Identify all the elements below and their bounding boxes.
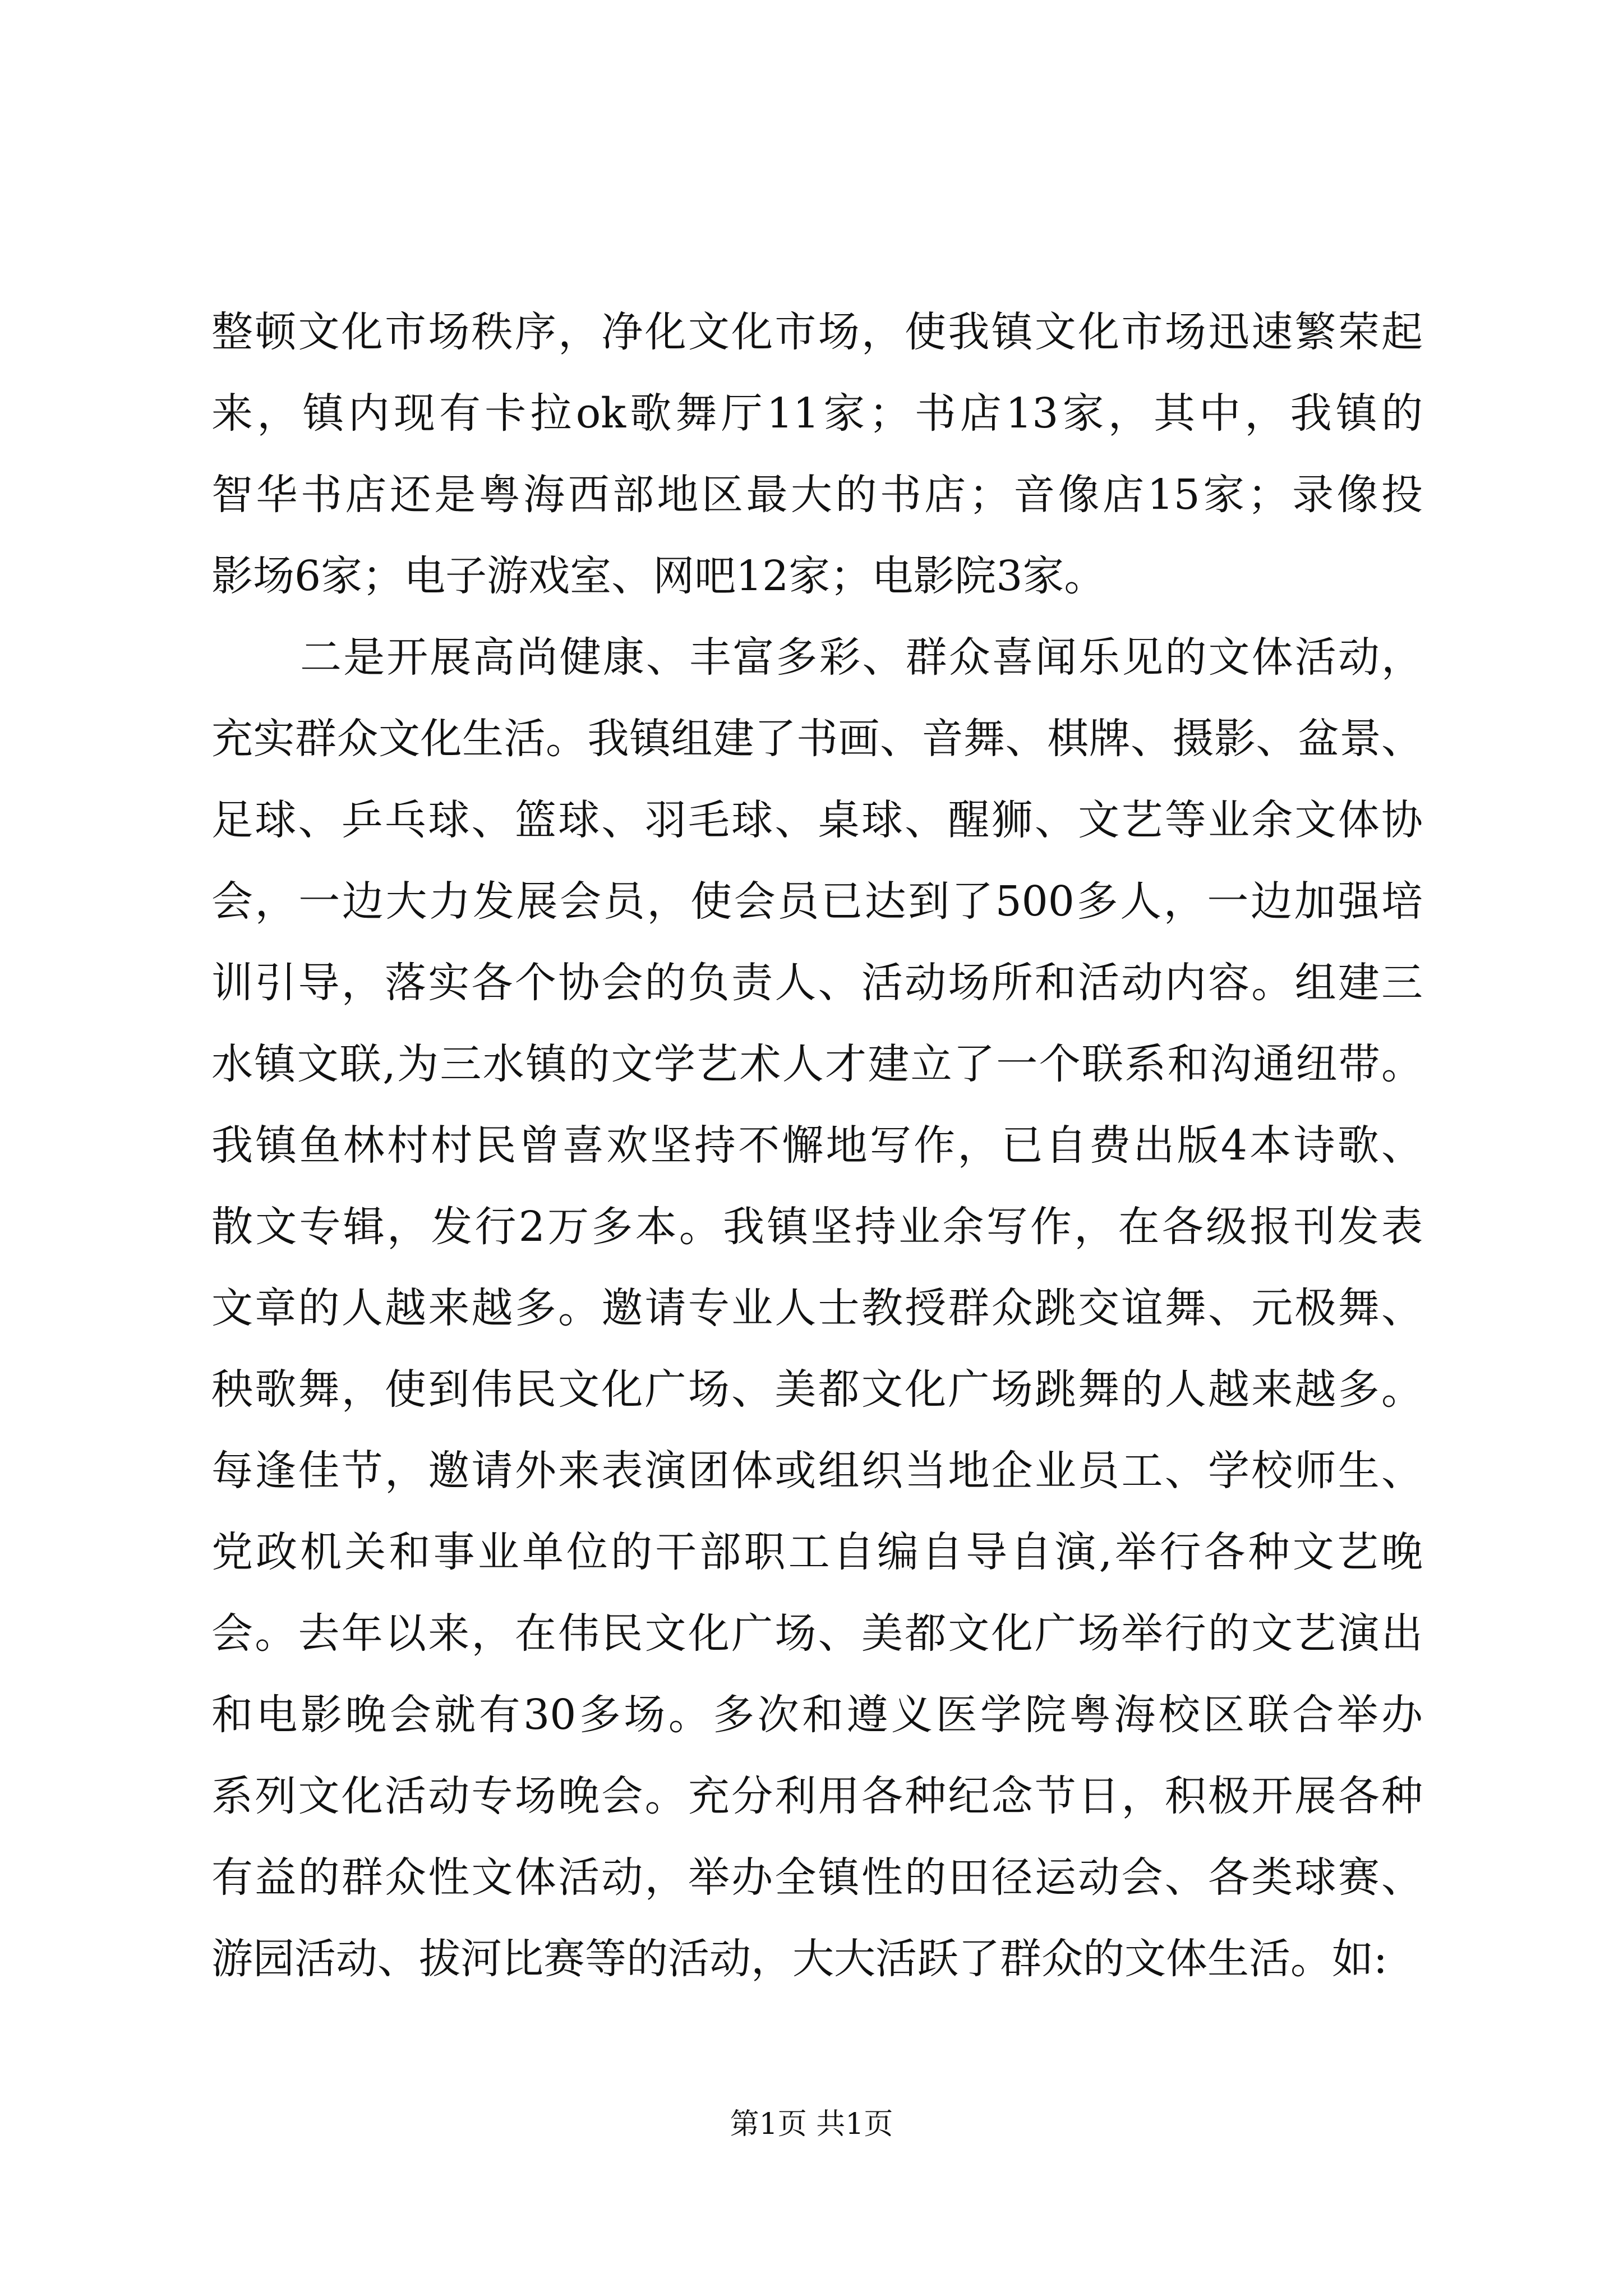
text-line: 每逢佳节，邀请外来表演团体或组织当地企业员工、学校师生、 [211,1447,1423,1495]
text-line: 影场6家；电子游戏室、网吧12家；电影院3家。 [211,552,1106,600]
page-footer [0,2105,1623,2144]
text-line: 会，一边大力发展会员，使会员已达到了500多人，一边加强培 [211,877,1423,926]
text-line: 我镇鱼林村村民曾喜欢坚持不懈地写作，已自费出版4本诗歌、 [211,1121,1423,1170]
text-line: 充实群众文化生活。我镇组建了书画、音舞、棋牌、摄影、盆景、 [211,715,1423,763]
text-line: 党政机关和事业单位的干部职工自编自导自演,举行各种文艺晚 [211,1528,1423,1576]
text-line: 来，镇内现有卡拉ok歌舞厅11家；书店13家，其中，我镇的 [211,389,1423,438]
text-line: 散文专辑，发行2万多本。我镇坚持业余写作，在各级报刊发表 [211,1203,1423,1251]
text-line: 和电影晚会就有30多场。多次和遵义医学院粤海校区联合举办 [211,1691,1423,1739]
text-line: 有益的群众性文体活动，举办全镇性的田径运动会、各类球赛、 [211,1853,1423,1902]
text-line: 水镇文联,为三水镇的文学艺术人才建立了一个联系和沟通纽带。 [211,1040,1423,1088]
text-line: 会。去年以来，在伟民文化广场、美都文化广场举行的文艺演出 [211,1609,1423,1658]
text-line: 秧歌舞，使到伟民文化广场、美都文化广场跳舞的人越来越多。 [211,1365,1423,1414]
text-line: 整顿文化市场秩序，净化文化市场，使我镇文化市场迅速繁荣起 [211,308,1423,356]
document-body [211,292,1423,2000]
paragraph-first-line: 二是开展高尚健康、丰富多彩、群众喜闻乐见的文体活动， [300,633,1423,682]
text-line: 文章的人越来越多。邀请专业人士教授群众跳交谊舞、元极舞、 [211,1284,1423,1332]
text-line: 训引导，落实各个协会的负责人、活动场所和活动内容。组建三 [211,959,1423,1007]
text-line: 系列文化活动专场晚会。充分利用各种纪念节日，积极开展各种 [211,1772,1423,1820]
page-number: 第1页 共1页 [730,2108,893,2141]
text-line: 足球、乒乓球、篮球、羽毛球、桌球、醒狮、文艺等业余文体协 [211,796,1423,844]
text-line: 游园活动、拔河比赛等的活动，大大活跃了群众的文体生活。如: [211,1935,1387,1983]
text-line: 智华书店还是粤海西部地区最大的书店；音像店15家；录像投 [211,471,1423,519]
